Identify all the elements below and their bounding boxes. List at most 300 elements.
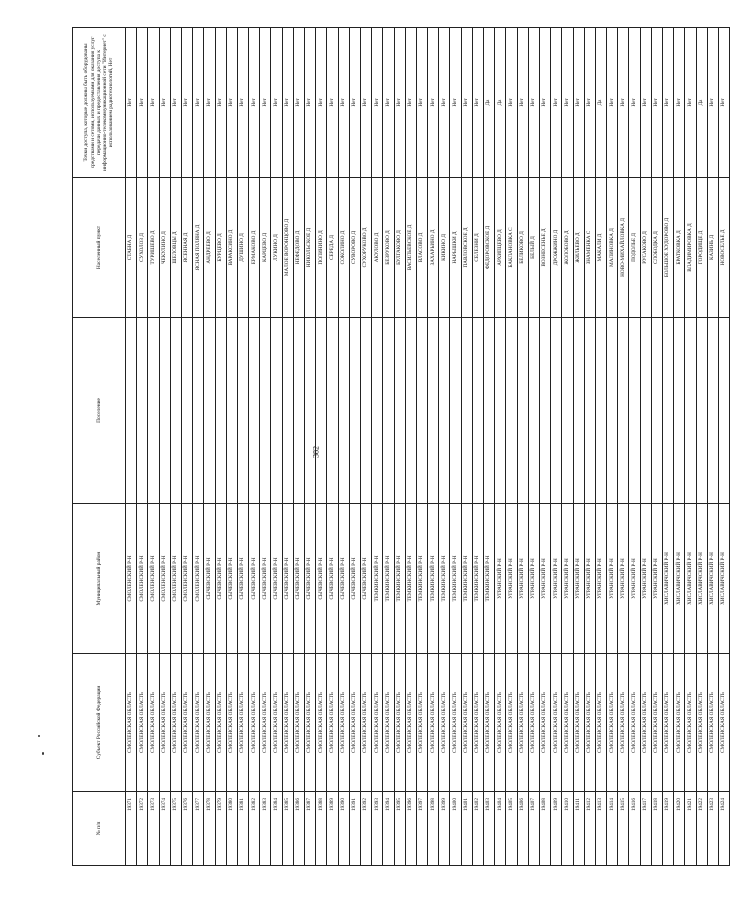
cell-locality: НОВОСЕЛЬЕ Д (718, 178, 729, 318)
cell-subject: СМОЛЕНСКАЯ ОБЛАСТЬ (651, 654, 662, 792)
cell-locality: БУЛГАКОВО Д (394, 178, 405, 318)
cell-subject: СМОЛЕНСКАЯ ОБЛАСТЬ (394, 654, 405, 792)
cell-locality: ЛУКИНО Д (271, 178, 282, 318)
cell-locality: КАЗИНЬ Д (707, 178, 718, 318)
cell-num: 19423 (707, 792, 718, 866)
cell-access: Нет (718, 28, 729, 178)
cell-district: ТЕМКИНСКИЙ Р-Н (484, 504, 495, 654)
cell-access: Нет (260, 28, 271, 178)
cell-settlement (539, 318, 550, 504)
table-row (316, 28, 327, 866)
cell-district: ТЕМКИНСКИЙ Р-Н (383, 504, 394, 654)
cell-settlement (573, 318, 584, 504)
cell-settlement (215, 318, 226, 504)
cell-subject: СМОЛЕНСКАЯ ОБЛАСТЬ (517, 654, 528, 792)
cell-subject: СМОЛЕНСКАЯ ОБЛАСТЬ (260, 654, 271, 792)
table-row (226, 28, 237, 866)
table-row (305, 28, 316, 866)
cell-subject: СМОЛЕНСКАЯ ОБЛАСТЬ (226, 654, 237, 792)
cell-district: СЫЧЕВСКИЙ Р-Н (360, 504, 371, 654)
header-settlement: Поселение (73, 318, 126, 504)
table-row (293, 28, 304, 866)
cell-locality: МАКАЛИ Д (595, 178, 606, 318)
cell-district: УГРАНСКИЙ Р-Н (551, 504, 562, 654)
table-row (170, 28, 181, 866)
cell-district: УГРАНСКИЙ Р-Н (640, 504, 651, 654)
cell-access: Нет (562, 28, 573, 178)
cell-locality: БРАТКОВКА Д (674, 178, 685, 318)
cell-access: Нет (618, 28, 629, 178)
cell-locality: ЗАХАРЬИНО Д (428, 178, 439, 318)
cell-settlement (170, 318, 181, 504)
cell-subject: СМОЛЕНСКАЯ ОБЛАСТЬ (663, 654, 674, 792)
cell-district: ХИСЛАВИЧСКИЙ Р-Н (707, 504, 718, 654)
cell-access: Да (696, 28, 707, 178)
table-row (271, 28, 282, 866)
cell-locality: ТУРИШЕВО Д (148, 178, 159, 318)
cell-district: ХИСЛАВИЧСКИЙ Р-Н (696, 504, 707, 654)
cell-locality: ДУШИНО Д (237, 178, 248, 318)
cell-locality: БЕЗРУКОВО Д (383, 178, 394, 318)
cell-access: Нет (159, 28, 170, 178)
cell-settlement (316, 318, 327, 504)
cell-locality: АРХИПЦЕВО Д (495, 178, 506, 318)
cell-num: 19380 (226, 792, 237, 866)
cell-district: СМОЛЕНСКИЙ Р-Н (137, 504, 148, 654)
table-row (439, 28, 450, 866)
cell-num: 19374 (159, 792, 170, 866)
cell-district: ТЕМКИНСКИЙ Р-Н (394, 504, 405, 654)
table-row (338, 28, 349, 866)
table-row (618, 28, 629, 866)
cell-num: 19389 (327, 792, 338, 866)
cell-subject: СМОЛЕНСКАЯ ОБЛАСТЬ (316, 654, 327, 792)
cell-district: УГРАНСКИЙ Р-Н (573, 504, 584, 654)
scan-speck (38, 735, 40, 737)
cell-settlement (260, 318, 271, 504)
cell-num: 19394 (383, 792, 394, 866)
cell-district: ХИСЛАВИЧСКИЙ Р-Н (718, 504, 729, 654)
header-district: Муниципальный район (73, 504, 126, 654)
cell-access: Нет (528, 28, 539, 178)
cell-access: Да (484, 28, 495, 178)
table-row (416, 28, 427, 866)
cell-locality: МАЛОЕ ВОРОНЦОВО Д (282, 178, 293, 318)
table-row (126, 28, 137, 866)
cell-settlement (181, 318, 192, 504)
cell-settlement (204, 318, 215, 504)
cell-subject: СМОЛЕНСКАЯ ОБЛАСТЬ (405, 654, 416, 792)
cell-locality: ЖИЛЬЕВО Д (573, 178, 584, 318)
cell-subject: СМОЛЕНСКАЯ ОБЛАСТЬ (293, 654, 304, 792)
cell-locality: БЕЛИКОВО Д (517, 178, 528, 318)
cell-num: 19414 (607, 792, 618, 866)
table-row (674, 28, 685, 866)
table-row (249, 28, 260, 866)
cell-district: СЫЧЕВСКИЙ Р-Н (282, 504, 293, 654)
cell-settlement (293, 318, 304, 504)
cell-locality: НЕФЕДОВО Д (293, 178, 304, 318)
cell-access: Нет (394, 28, 405, 178)
cell-num: 19381 (237, 792, 248, 866)
cell-subject: СМОЛЕНСКАЯ ОБЛАСТЬ (707, 654, 718, 792)
cell-num: 19401 (461, 792, 472, 866)
table-row (193, 28, 204, 866)
cell-num: 19386 (293, 792, 304, 866)
cell-locality: РУСАКОВО Д (640, 178, 651, 318)
cell-num: 19421 (685, 792, 696, 866)
cell-access: Нет (293, 28, 304, 178)
cell-district: ТЕМКИНСКИЙ Р-Н (405, 504, 416, 654)
cell-settlement (360, 318, 371, 504)
cell-district: УГРАНСКИЙ Р-Н (528, 504, 539, 654)
cell-district: СЫЧЕВСКИЙ Р-Н (260, 504, 271, 654)
cell-num: 19420 (674, 792, 685, 866)
cell-locality: НОВО-МИХАЙЛОВКА Д (618, 178, 629, 318)
cell-num: 19417 (640, 792, 651, 866)
cell-locality: СУХОРУКОВО Д (360, 178, 371, 318)
cell-settlement (562, 318, 573, 504)
cell-district: ТЕМКИНСКИЙ Р-Н (439, 504, 450, 654)
cell-access: Нет (305, 28, 316, 178)
cell-num: 19408 (539, 792, 550, 866)
cell-settlement (506, 318, 517, 504)
cell-settlement (629, 318, 640, 504)
cell-num: 19405 (506, 792, 517, 866)
table-row (372, 28, 383, 866)
cell-district: ТЕМКИНСКИЙ Р-Н (461, 504, 472, 654)
cell-locality: БУРЦЕВО Д (215, 178, 226, 318)
cell-num: 19395 (394, 792, 405, 866)
cell-access: Нет (316, 28, 327, 178)
cell-num: 19390 (338, 792, 349, 866)
cell-access: Нет (271, 28, 282, 178)
cell-subject: СМОЛЕНСКАЯ ОБЛАСТЬ (573, 654, 584, 792)
cell-num: 19402 (472, 792, 483, 866)
cell-district: ХИСЛАВИЧСКИЙ Р-Н (685, 504, 696, 654)
cell-district: СЫЧЕВСКИЙ Р-Н (271, 504, 282, 654)
cell-num: 19396 (405, 792, 416, 866)
cell-locality: НАРЫШКИ Д (450, 178, 461, 318)
cell-locality: ЧЕКУЛИНО Д (159, 178, 170, 318)
cell-settlement (282, 318, 293, 504)
cell-locality: ЯСЕННАЯ Д (181, 178, 192, 318)
cell-locality: ВЛАСОВО Д (416, 178, 427, 318)
table-row (629, 28, 640, 866)
cell-district: УГРАНСКИЙ Р-Н (539, 504, 550, 654)
cell-subject: СМОЛЕНСКАЯ ОБЛАСТЬ (539, 654, 550, 792)
cell-district: СЫЧЕВСКИЙ Р-Н (349, 504, 360, 654)
cell-access: Нет (416, 28, 427, 178)
cell-settlement (663, 318, 674, 504)
table-row (394, 28, 405, 866)
table-row (595, 28, 606, 866)
cell-subject: СМОЛЕНСКАЯ ОБЛАСТЬ (137, 654, 148, 792)
cell-settlement (696, 318, 707, 504)
rotated-table-container (72, 28, 727, 866)
cell-access: Нет (327, 28, 338, 178)
table-row (707, 28, 718, 866)
cell-access: Нет (170, 28, 181, 178)
cell-num: 19393 (372, 792, 383, 866)
cell-subject: СМОЛЕНСКАЯ ОБЛАСТЬ (428, 654, 439, 792)
cell-subject: СМОЛЕНСКАЯ ОБЛАСТЬ (718, 654, 729, 792)
cell-settlement (126, 318, 137, 504)
cell-settlement (685, 318, 696, 504)
cell-subject: СМОЛЕНСКАЯ ОБЛАСТЬ (562, 654, 573, 792)
cell-subject: СМОЛЕНСКАЯ ОБЛАСТЬ (237, 654, 248, 792)
cell-subject: СМОЛЕНСКАЯ ОБЛАСТЬ (372, 654, 383, 792)
cell-subject: СМОЛЕНСКАЯ ОБЛАСТЬ (674, 654, 685, 792)
cell-access: Нет (629, 28, 640, 178)
cell-locality: ШЕЛОВЦЫ Д (170, 178, 181, 318)
cell-access: Нет (663, 28, 674, 178)
cell-num: 19410 (562, 792, 573, 866)
cell-settlement (405, 318, 416, 504)
cell-settlement (428, 318, 439, 504)
cell-subject: СМОЛЕНСКАЯ ОБЛАСТЬ (215, 654, 226, 792)
table-row (383, 28, 394, 866)
table-row (528, 28, 539, 866)
cell-num: 19413 (595, 792, 606, 866)
cell-access: Нет (450, 28, 461, 178)
cell-subject: СМОЛЕНСКАЯ ОБЛАСТЬ (439, 654, 450, 792)
cell-subject: СМОЛЕНСКАЯ ОБЛАСТЬ (159, 654, 170, 792)
cell-num: 19376 (181, 792, 192, 866)
cell-num: 19379 (215, 792, 226, 866)
cell-settlement (372, 318, 383, 504)
table-row (472, 28, 483, 866)
cell-locality: НИКОЛЬСКОЕ Д (305, 178, 316, 318)
cell-district: СЫЧЕВСКИЙ Р-Н (327, 504, 338, 654)
table-row (148, 28, 159, 866)
table-row (349, 28, 360, 866)
cell-locality: ФЕДОРОВСКОЕ Д (484, 178, 495, 318)
cell-settlement (137, 318, 148, 504)
cell-locality: ЗНАМЕНКА С (584, 178, 595, 318)
cell-access: Нет (517, 28, 528, 178)
cell-access: Нет (126, 28, 137, 178)
cell-num: 19422 (696, 792, 707, 866)
cell-settlement (495, 318, 506, 504)
cell-access: Нет (148, 28, 159, 178)
table-row (640, 28, 651, 866)
cell-locality: БЕЛЫЙ Д (528, 178, 539, 318)
cell-access: Нет (428, 28, 439, 178)
cell-access: Нет (461, 28, 472, 178)
cell-locality: ВЛАДИМИРОВКА Д (685, 178, 696, 318)
table-row (260, 28, 271, 866)
cell-locality: ГОРОДИЩЕ Д (696, 178, 707, 318)
cell-settlement (159, 318, 170, 504)
cell-num: 19406 (517, 792, 528, 866)
table-row (428, 28, 439, 866)
cell-settlement (707, 318, 718, 504)
cell-district: СМОЛЕНСКИЙ Р-Н (148, 504, 159, 654)
cell-locality: СТАБНА Д (126, 178, 137, 318)
cell-access: Нет (249, 28, 260, 178)
table-row (517, 28, 528, 866)
cell-subject: СМОЛЕНСКАЯ ОБЛАСТЬ (170, 654, 181, 792)
cell-locality: ЯСНАЯ ПОЛЯНА Д (193, 178, 204, 318)
cell-subject: СМОЛЕНСКАЯ ОБЛАСТЬ (461, 654, 472, 792)
cell-settlement (237, 318, 248, 504)
cell-settlement (595, 318, 606, 504)
cell-access: Нет (439, 28, 450, 178)
cell-access: Нет (506, 28, 517, 178)
cell-locality: ВАСИЛЬЕВСКОЕ Д (405, 178, 416, 318)
cell-num: 19409 (551, 792, 562, 866)
cell-locality: ПОЛИНИНО Д (316, 178, 327, 318)
table-row (651, 28, 662, 866)
cell-num: 19383 (260, 792, 271, 866)
table-row (181, 28, 192, 866)
cell-num: 19372 (137, 792, 148, 866)
cell-num: 19373 (148, 792, 159, 866)
cell-locality: СЕЛЕЗНИ Д (472, 178, 483, 318)
cell-access: Нет (193, 28, 204, 178)
cell-num: 19397 (416, 792, 427, 866)
cell-subject: СМОЛЕНСКАЯ ОБЛАСТЬ (126, 654, 137, 792)
cell-district: СМОЛЕНСКИЙ Р-Н (181, 504, 192, 654)
cell-access: Нет (383, 28, 394, 178)
cell-district: ХИСЛАВИЧСКИЙ Р-Н (674, 504, 685, 654)
table-body (126, 28, 730, 866)
cell-subject: СМОЛЕНСКАЯ ОБЛАСТЬ (148, 654, 159, 792)
cell-num: 19378 (204, 792, 215, 866)
cell-access: Нет (685, 28, 696, 178)
cell-settlement (148, 318, 159, 504)
table-row (607, 28, 618, 866)
cell-district: ТЕМКИНСКИЙ Р-Н (372, 504, 383, 654)
table-row (137, 28, 148, 866)
cell-subject: СМОЛЕНСКАЯ ОБЛАСТЬ (349, 654, 360, 792)
cell-access: Нет (640, 28, 651, 178)
cell-num: 19375 (170, 792, 181, 866)
cell-district: УГРАНСКИЙ Р-Н (506, 504, 517, 654)
cell-locality: СУВОРОВО Д (349, 178, 360, 318)
cell-num: 19388 (316, 792, 327, 866)
cell-num: 19404 (495, 792, 506, 866)
scan-speck (42, 752, 44, 755)
header-access-point: Точки доступа, которые должны быть оборудованы средствами и сетями, используемыми для оказания услуг передачи данных и предоставления доступа к информационно-телекоммуникационной сети "Интернет" с использованием радиотехнологий, Нет (73, 28, 126, 178)
cell-access: Нет (349, 28, 360, 178)
cell-subject: СМОЛЕНСКАЯ ОБЛАСТЬ (640, 654, 651, 792)
cell-subject: СМОЛЕНСКАЯ ОБЛАСТЬ (193, 654, 204, 792)
cell-district: ТЕМКИНСКИЙ Р-Н (472, 504, 483, 654)
table-row (539, 28, 550, 866)
cell-district: ТЕМКИНСКИЙ Р-Н (450, 504, 461, 654)
cell-settlement (472, 318, 483, 504)
cell-num: 19384 (271, 792, 282, 866)
cell-locality: ДРОЖЖИНО Д (551, 178, 562, 318)
cell-num: 19419 (663, 792, 674, 866)
cell-access: Нет (707, 28, 718, 178)
cell-subject: СМОЛЕНСКАЯ ОБЛАСТЬ (472, 654, 483, 792)
cell-subject: СМОЛЕНСКАЯ ОБЛАСТЬ (528, 654, 539, 792)
cell-settlement (226, 318, 237, 504)
cell-locality: ПОДОЛЬЕ Д (629, 178, 640, 318)
table-row (405, 28, 416, 866)
cell-locality: ВОЗНЕСЕНЬЕ Д (539, 178, 550, 318)
table-row (562, 28, 573, 866)
cell-subject: СМОЛЕНСКАЯ ОБЛАСТЬ (685, 654, 696, 792)
cell-locality: КИКИНО Д (439, 178, 450, 318)
cell-locality: СЕРЕДА Д (327, 178, 338, 318)
table-row (327, 28, 338, 866)
table-row (685, 28, 696, 866)
cell-access: Нет (472, 28, 483, 178)
table-row (237, 28, 248, 866)
cell-settlement (651, 318, 662, 504)
cell-district: СЫЧЕВСКИЙ Р-Н (215, 504, 226, 654)
cell-settlement (718, 318, 729, 504)
cell-settlement (327, 318, 338, 504)
cell-subject: СМОЛЕНСКАЯ ОБЛАСТЬ (338, 654, 349, 792)
cell-subject: СМОЛЕНСКАЯ ОБЛАСТЬ (495, 654, 506, 792)
table-row (584, 28, 595, 866)
cell-subject: СМОЛЕНСКАЯ ОБЛАСТЬ (584, 654, 595, 792)
cell-district: УГРАНСКИЙ Р-Н (618, 504, 629, 654)
cell-district: СЫЧЕВСКИЙ Р-Н (237, 504, 248, 654)
cell-locality: ВАРАКСИНО Д (226, 178, 237, 318)
cell-settlement (383, 318, 394, 504)
header-num: № п/п (73, 792, 126, 866)
table-row (495, 28, 506, 866)
cell-access: Нет (360, 28, 371, 178)
cell-access: Нет (338, 28, 349, 178)
cell-district: СЫЧЕВСКИЙ Р-Н (293, 504, 304, 654)
cell-locality: СОКОЛИНО Д (338, 178, 349, 318)
cell-settlement (584, 318, 595, 504)
cell-access: Нет (607, 28, 618, 178)
table-row (450, 28, 461, 866)
table-header-row (73, 28, 126, 866)
cell-subject: СМОЛЕНСКАЯ ОБЛАСТЬ (249, 654, 260, 792)
cell-num: 19382 (249, 792, 260, 866)
cell-locality: СЛОБОДКА Д (651, 178, 662, 318)
cell-subject: СМОЛЕНСКАЯ ОБЛАСТЬ (618, 654, 629, 792)
cell-subject: СМОЛЕНСКАЯ ОБЛАСТЬ (383, 654, 394, 792)
table-row (204, 28, 215, 866)
cell-access: Нет (215, 28, 226, 178)
cell-access: Нет (226, 28, 237, 178)
cell-district: УГРАНСКИЙ Р-Н (629, 504, 640, 654)
cell-subject: СМОЛЕНСКАЯ ОБЛАСТЬ (305, 654, 316, 792)
cell-num: 19371 (126, 792, 137, 866)
cell-settlement (607, 318, 618, 504)
cell-settlement (338, 318, 349, 504)
cell-district: УГРАНСКИЙ Р-Н (517, 504, 528, 654)
cell-num: 19377 (193, 792, 204, 866)
cell-district: СЫЧЕВСКИЙ Р-Н (204, 504, 215, 654)
cell-subject: СМОЛЕНСКАЯ ОБЛАСТЬ (271, 654, 282, 792)
cell-settlement (349, 318, 360, 504)
cell-num: 19407 (528, 792, 539, 866)
cell-settlement (271, 318, 282, 504)
cell-subject: СМОЛЕНСКАЯ ОБЛАСТЬ (327, 654, 338, 792)
cell-access: Нет (539, 28, 550, 178)
cell-locality: ЖОЛОБОВО Д (562, 178, 573, 318)
cell-access: Нет (584, 28, 595, 178)
table-row (215, 28, 226, 866)
cell-num: 19415 (618, 792, 629, 866)
cell-district: СЫЧЕВСКИЙ Р-Н (249, 504, 260, 654)
cell-num: 19391 (349, 792, 360, 866)
cell-num: 19403 (484, 792, 495, 866)
cell-subject: СМОЛЕНСКАЯ ОБЛАСТЬ (506, 654, 517, 792)
cell-district: УГРАНСКИЙ Р-Н (495, 504, 506, 654)
